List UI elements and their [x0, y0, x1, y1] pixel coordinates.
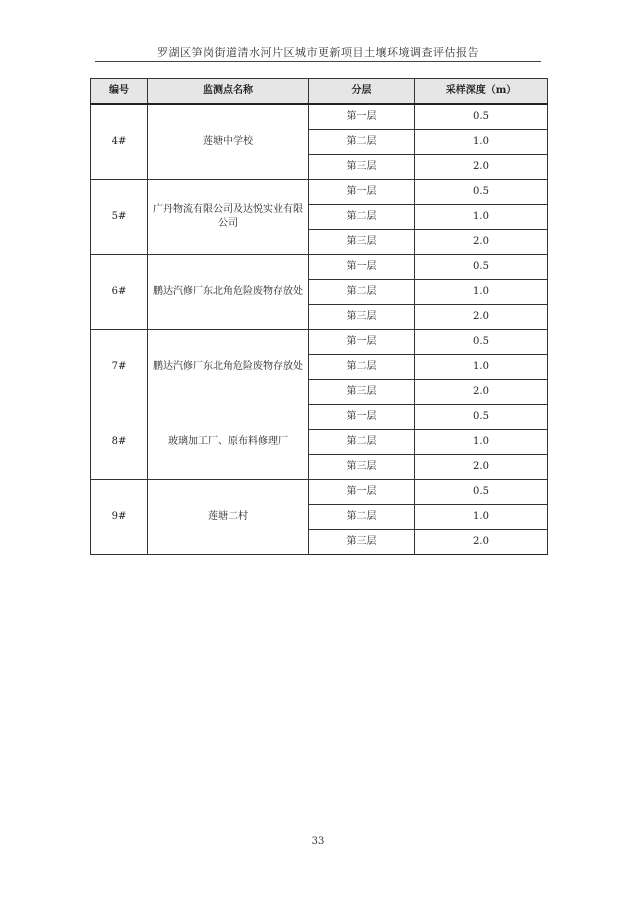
layer-cell: 第二层: [309, 430, 415, 455]
layer-cell: 第三层: [309, 380, 415, 405]
col-header-name: 监测点名称: [148, 79, 309, 105]
depth-cell: 0.5: [415, 255, 548, 280]
point-no: 8#: [91, 405, 148, 480]
table-header-row: [91, 79, 548, 105]
layer-cell: 第二层: [309, 505, 415, 530]
layer-cell: 第一层: [309, 180, 415, 205]
depth-cell: 0.5: [415, 405, 548, 430]
point-name: 鹏达汽修厂东北角危险废物存放处: [148, 255, 309, 330]
depth-cell: 2.0: [415, 455, 548, 480]
layer-cell: 第一层: [309, 405, 415, 430]
depth-cell: 2.0: [415, 380, 548, 405]
depth-cell: 1.0: [415, 355, 548, 380]
depth-cell: 2.0: [415, 530, 548, 555]
layer-cell: 第一层: [309, 330, 415, 355]
layer-cell: 第二层: [309, 205, 415, 230]
depth-cell: 2.0: [415, 155, 548, 180]
point-no: 7#: [91, 330, 148, 405]
table-row: [91, 405, 548, 430]
point-name: 广丹物流有限公司及达悦实业有限公司: [148, 180, 309, 255]
layer-cell: 第三层: [309, 230, 415, 255]
layer-cell: 第二层: [309, 355, 415, 380]
depth-cell: 1.0: [415, 205, 548, 230]
page-number: 33: [311, 836, 325, 847]
depth-cell: 2.0: [415, 305, 548, 330]
depth-cell: 1.0: [415, 430, 548, 455]
table-row: [91, 104, 548, 130]
depth-cell: 1.0: [415, 280, 548, 305]
layer-cell: 第二层: [309, 130, 415, 155]
page-header: 罗湖区笋岗街道清水河片区城市更新项目土壤环境调查评估报告: [157, 46, 479, 59]
depth-cell: 0.5: [415, 480, 548, 505]
table-row: [91, 180, 548, 205]
point-name: 玻璃加工厂、原布料修理厂: [148, 405, 309, 480]
table-row: [91, 330, 548, 355]
layer-cell: 第一层: [309, 104, 415, 130]
depth-cell: 1.0: [415, 130, 548, 155]
depth-cell: 2.0: [415, 230, 548, 255]
depth-cell: 0.5: [415, 104, 548, 130]
layer-cell: 第二层: [309, 280, 415, 305]
layer-cell: 第三层: [309, 305, 415, 330]
col-header-layer: 分层: [309, 79, 415, 105]
point-no: 9#: [91, 480, 148, 555]
col-header-depth: 采样深度（m）: [415, 79, 548, 105]
layer-cell: 第一层: [309, 255, 415, 280]
col-header-no: 编号: [91, 79, 148, 105]
point-no: 5#: [91, 180, 148, 255]
point-no: 4#: [91, 104, 148, 180]
depth-cell: 1.0: [415, 505, 548, 530]
layer-cell: 第三层: [309, 155, 415, 180]
point-no: 6#: [91, 255, 148, 330]
layer-cell: 第三层: [309, 455, 415, 480]
point-name: 莲塘二村: [148, 480, 309, 555]
header-rule: [95, 61, 541, 62]
table-row: [91, 255, 548, 280]
layer-cell: 第一层: [309, 480, 415, 505]
depth-cell: 0.5: [415, 330, 548, 355]
layer-cell: 第三层: [309, 530, 415, 555]
depth-cell: 0.5: [415, 180, 548, 205]
sampling-table: [90, 78, 548, 555]
point-name: 鹏达汽修厂东北角危险废物存放处: [148, 330, 309, 405]
point-name: 莲塘中学校: [148, 104, 309, 180]
table-row: [91, 480, 548, 505]
